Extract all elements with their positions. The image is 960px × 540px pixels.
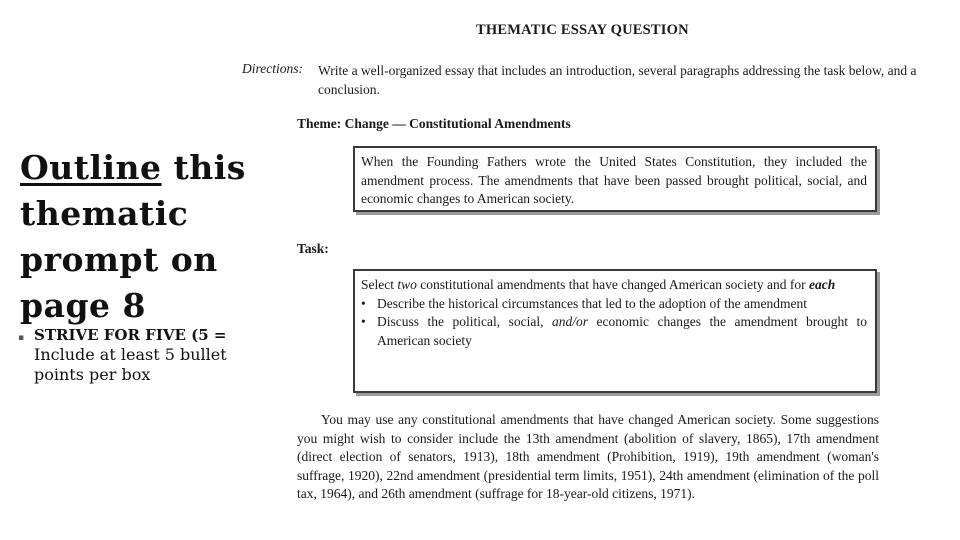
task-intro-each: each (809, 277, 836, 292)
task-intro (361, 276, 867, 295)
task-bullet-2-text (377, 313, 867, 350)
theme-box (353, 146, 877, 212)
task-intro-em: two (397, 277, 417, 292)
task-bullet-2em: and/or (552, 314, 589, 329)
task-box (353, 269, 877, 393)
directions-text: Write a well-organized essay that includes an introduction, several paragraphs addressing the task below, and a conclusion. (318, 63, 917, 97)
task-intro-a: Select (361, 277, 398, 292)
bullet-square-icon: ▪ (18, 333, 25, 343)
theme-heading: Theme: Change — Constitutional Amendments (297, 116, 571, 131)
suggestions-text: You may use any constitutional amendments that have changed American society. Some suggestions you might wish to consider include the 13th amendment (abolition of slavery, 1865), 17th amendment (direct election of senators, 1913), 18th amendment (Prohibition, 1919), 19th amendment (woman's suffrage, 1920), 22nd amendment (presidential term limits, 1951), 24th amendment (elimination of the poll tax, 1964), and 26th amendment (suffrage for 18-year-old citizens, 1971). (297, 412, 879, 501)
slide-title-underlined: Outline (20, 148, 162, 187)
directions-label: Directions: (242, 61, 303, 76)
slide-title-rest: this thematic prompt on page 8 (20, 148, 246, 325)
slide-bullet-head: STRIVE FOR FIVE (5 = (34, 326, 227, 344)
suggestions-paragraph (297, 411, 879, 504)
task-intro-b: constitutional amendments that have changed American society and for (416, 277, 810, 292)
theme-box-text: When the Founding Fathers wrote the United States Constitution, they included the amendment process. The amendments that have been passed brought political, social, and economic changes to American society. (361, 154, 867, 206)
task-label: Task: (297, 241, 329, 256)
bullet-icon: • (361, 295, 366, 311)
slide-bullet-rest: Include at least 5 bullet points per box (34, 345, 227, 384)
bullet-icon: • (361, 314, 366, 329)
task-bullet-1 (361, 295, 867, 314)
task-bullet-2 (361, 313, 867, 350)
task-bullet-2a: Discuss the political, social, (377, 314, 552, 329)
task-bullet-1-text: Describe the historical circumstances that led to the adoption of the amendment (377, 295, 807, 311)
task-bullet-2b: economic changes the amendment brought to American society (377, 314, 867, 348)
document-title: THEMATIC ESSAY QUESTION (476, 22, 689, 38)
